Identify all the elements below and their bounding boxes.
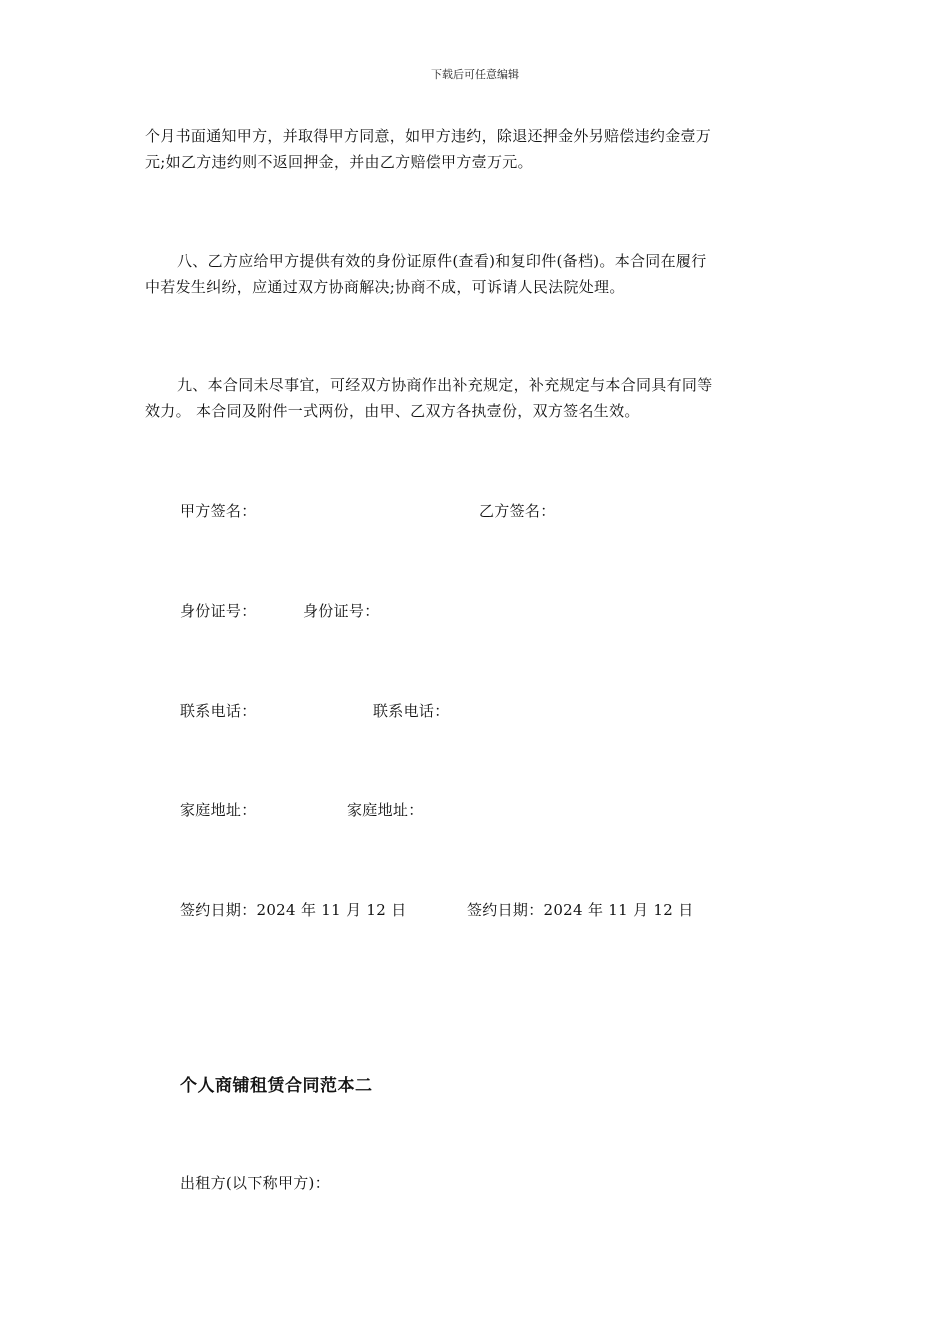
- header-note: 下载后可任意编辑: [431, 68, 519, 81]
- party-b-address-label: 家庭地址：: [347, 801, 424, 819]
- party-a-date: 签约日期：2024 年 11 月 12 日: [180, 901, 407, 919]
- paragraph-line: 效力。 本合同及附件一式两份，由甲、乙双方各执壹份，双方签名生效。: [145, 402, 640, 420]
- party-b-signature-label: 乙方签名：: [479, 502, 556, 520]
- party-b-phone-label: 联系电话：: [373, 702, 450, 720]
- party-a-address-label: 家庭地址：: [180, 801, 257, 819]
- section-title: 个人商铺租赁合同范本二: [180, 1076, 373, 1096]
- party-a-phone-label: 联系电话：: [180, 702, 257, 720]
- paragraph-line: 中若发生纠纷，应通过双方协商解决;协商不成，可诉请人民法院处理。: [145, 278, 625, 296]
- paragraph-line: 元;如乙方违约则不返回押金，并由乙方赔偿甲方壹万元。: [145, 153, 533, 171]
- lessor-label: 出租方(以下称甲方)：: [180, 1174, 331, 1192]
- party-a-signature-label: 甲方签名：: [180, 502, 257, 520]
- clause-eight: [145, 248, 805, 300]
- paragraph-line: 八、乙方应给甲方提供有效的身份证原件(查看)和复印件(备档)。本合同在履行: [177, 252, 707, 270]
- clause-nine: [145, 372, 805, 424]
- party-b-id-label: 身份证号：: [303, 602, 380, 620]
- party-b-date: 签约日期：2024 年 11 月 12 日: [467, 901, 694, 919]
- party-a-id-label: 身份证号：: [180, 602, 257, 620]
- paragraph-line: 九、本合同未尽事宜，可经双方协商作出补充规定，补充规定与本合同具有同等: [177, 376, 713, 394]
- paragraph-line: 个月书面通知甲方，并取得甲方同意，如甲方违约，除退还押金外另赔偿违约金壹万: [145, 127, 712, 145]
- paragraph-deposit-terms: [145, 123, 805, 175]
